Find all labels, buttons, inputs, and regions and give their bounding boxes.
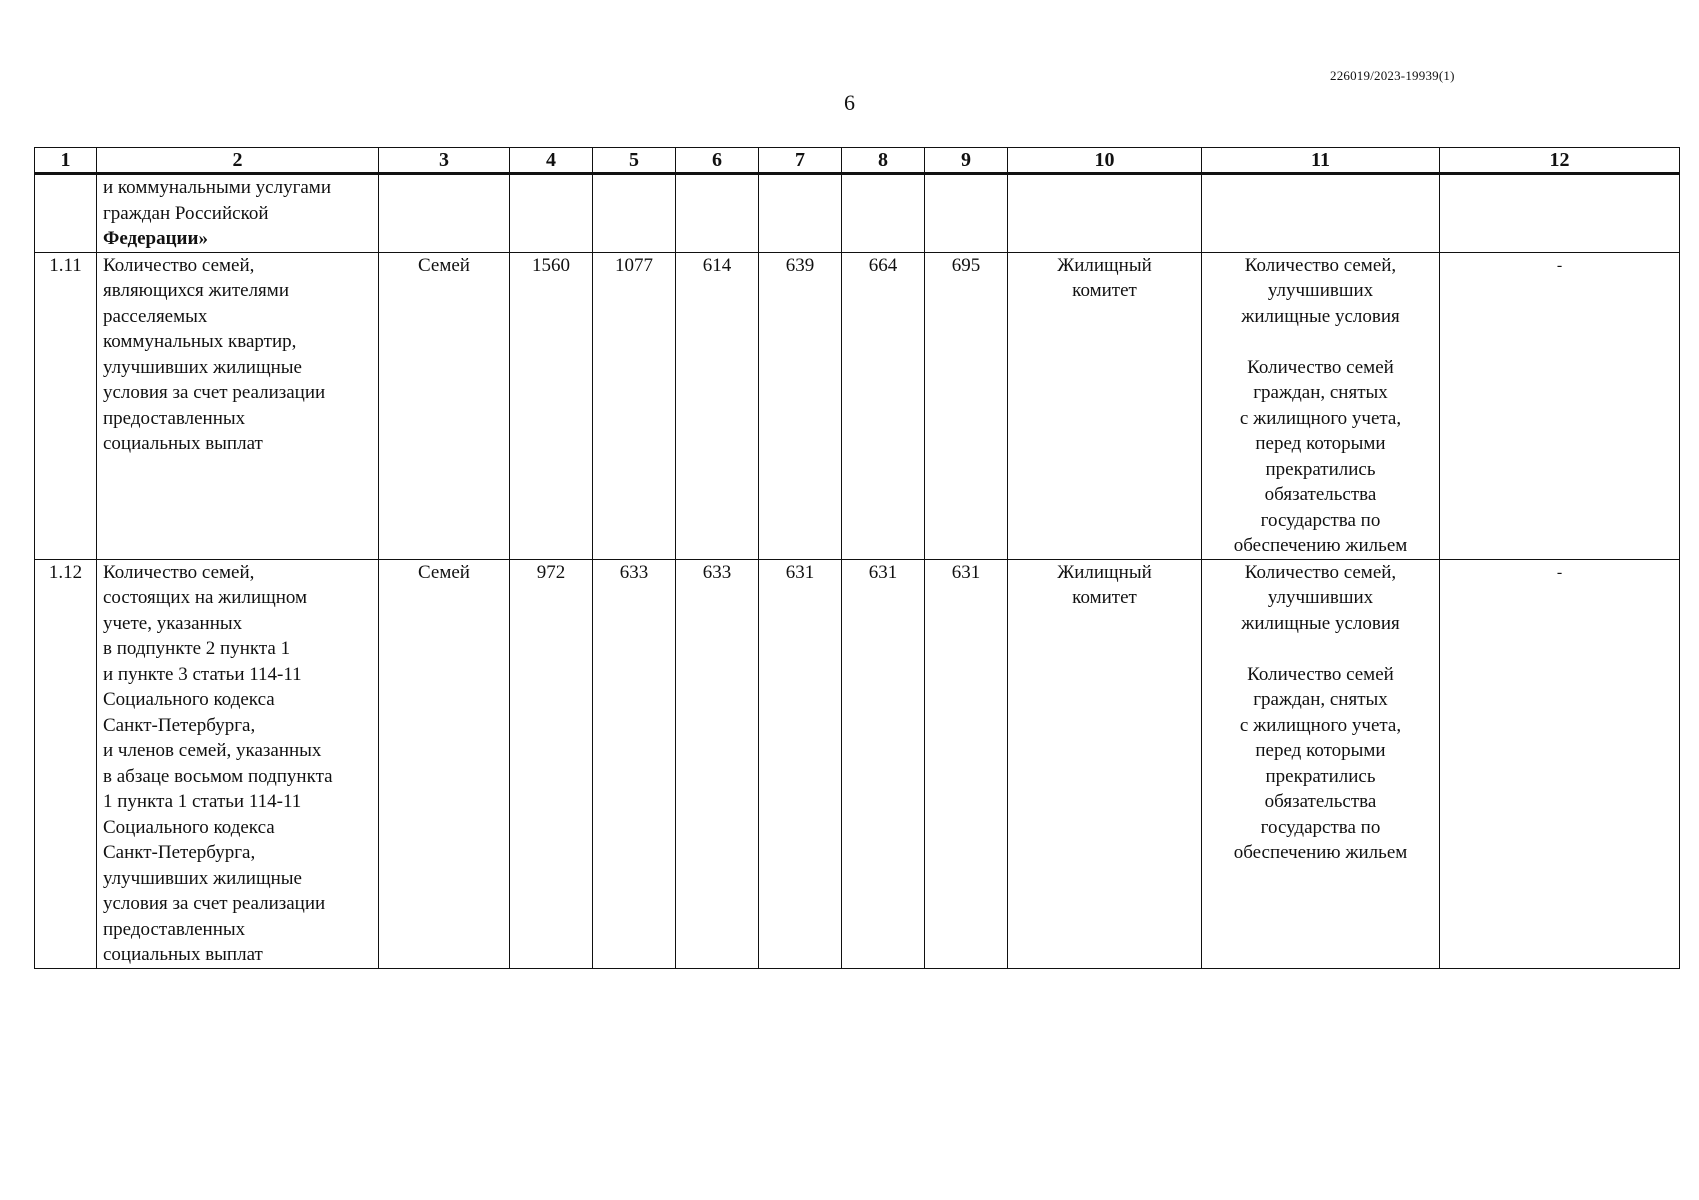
cell-indicator: Количество семей, состоящих на жилищном учете, указанных в подпункте 2 пункта 1 и пункте 3 статьи 114-11 Социального кодекса Санкт-Петербурга, и членов семей, указанных в абзаце восьмом подпункта 1 пункта 1 статьи 114-11 Социального кодекса Санкт-Петербурга, улучшивших жилищные условия за счет реализации предоставленных социальных выплат: [97, 559, 379, 968]
cell-value-col7: 639: [759, 252, 842, 559]
continuation-line: граждан Российской: [103, 202, 269, 224]
column-header-6: 6: [676, 148, 759, 174]
column-header-8: 8: [842, 148, 925, 174]
cell-value: [510, 174, 593, 253]
cell-value-col4: 972: [510, 559, 593, 968]
cell-indicator: Количество семей, являющихся жителями расселяемых коммунальных квартир, улучшивших жилищные условия за счет реализации предоставленных социальных выплат: [97, 252, 379, 559]
cell-indicator-continuation: [97, 174, 379, 253]
cell-value-col5: 1077: [593, 252, 676, 559]
cell-note: [1440, 174, 1680, 253]
column-header-11: 11: [1202, 148, 1440, 174]
cell-num: 1.12: [35, 559, 97, 968]
continuation-line: Федерации»: [103, 228, 208, 249]
cell-note: -: [1440, 559, 1680, 968]
cell-linked-indicator: [1202, 174, 1440, 253]
cell-unit: Семей: [379, 559, 510, 968]
cell-unit: Семей: [379, 252, 510, 559]
cell-value-col8: 664: [842, 252, 925, 559]
column-header-5: 5: [593, 148, 676, 174]
column-header-3: 3: [379, 148, 510, 174]
continuation-line: и коммунальными услугами: [103, 177, 331, 198]
cell-value-col6: 633: [676, 559, 759, 968]
cell-value: [925, 174, 1008, 253]
cell-executor: Жилищный комитет: [1008, 252, 1202, 559]
cell-value-col6: 614: [676, 252, 759, 559]
column-header-9: 9: [925, 148, 1008, 174]
cell-num: [35, 174, 97, 253]
table-row: [35, 252, 1680, 559]
cell-unit: [379, 174, 510, 253]
table-row-continuation: [35, 174, 1680, 253]
cell-note: -: [1440, 252, 1680, 559]
cell-linked-indicator: Количество семей, улучшивших жилищные условия Количество семей граждан, снятых с жилищного учета, перед которыми прекратились обязательства государства по обеспечению жильем: [1202, 252, 1440, 559]
column-header-10: 10: [1008, 148, 1202, 174]
column-header-1: 1: [35, 148, 97, 174]
table-row: [35, 559, 1680, 968]
cell-value: [759, 174, 842, 253]
column-header-2: 2: [97, 148, 379, 174]
cell-executor: Жилищный комитет: [1008, 559, 1202, 968]
column-header-7: 7: [759, 148, 842, 174]
cell-value-col4: 1560: [510, 252, 593, 559]
cell-value-col5: 633: [593, 559, 676, 968]
column-header-4: 4: [510, 148, 593, 174]
cell-linked-indicator: Количество семей, улучшивших жилищные условия Количество семей граждан, снятых с жилищного учета, перед которыми прекратились обязательства государства по обеспечению жильем: [1202, 559, 1440, 968]
cell-value: [842, 174, 925, 253]
cell-value-col7: 631: [759, 559, 842, 968]
cell-executor: [1008, 174, 1202, 253]
page-number: 6: [844, 90, 855, 115]
column-number-header-row: [35, 148, 1680, 174]
cell-num: 1.11: [35, 252, 97, 559]
cell-value-col8: 631: [842, 559, 925, 968]
cell-value: [593, 174, 676, 253]
cell-value-col9: 631: [925, 559, 1008, 968]
column-header-12: 12: [1440, 148, 1680, 174]
indicators-table: [34, 147, 1680, 969]
cell-value: [676, 174, 759, 253]
cell-value-col9: 695: [925, 252, 1008, 559]
document-registration-number: 226019/2023-19939(1): [1330, 68, 1455, 83]
